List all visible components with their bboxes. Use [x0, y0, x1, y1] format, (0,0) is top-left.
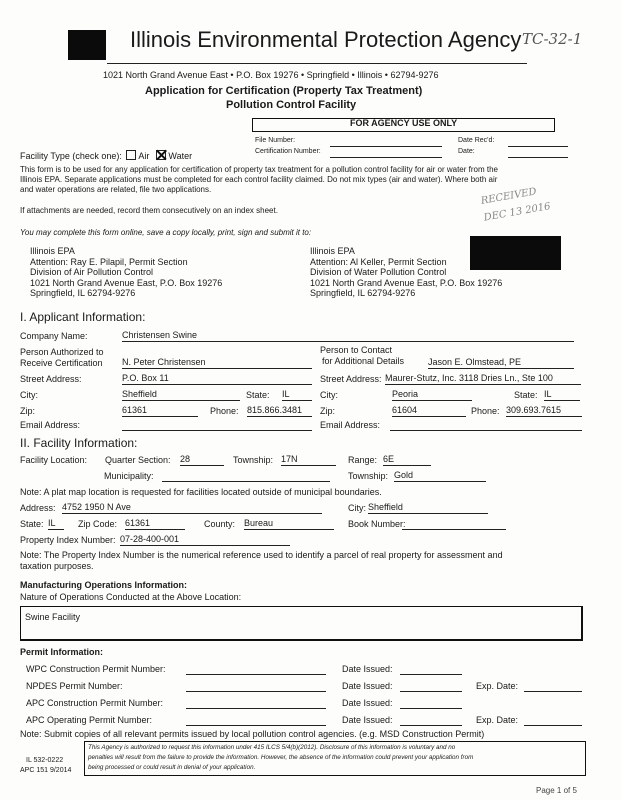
township-label: Township: [233, 455, 274, 465]
book-number-label: Book Number: [348, 519, 406, 529]
date-recd-label: Date Rec'd: [458, 137, 495, 144]
nature-value: Swine Facility [25, 612, 81, 622]
pin-field[interactable]: 07-28-400-001 [120, 533, 290, 546]
air-address-line: Division of Air Pollution Control [30, 267, 154, 277]
wpc-field[interactable] [186, 674, 326, 675]
water-address-line: Attention: Al Keller, Permit Section [310, 256, 447, 267]
street-field[interactable]: P.O. Box 11 [122, 372, 312, 385]
date-label: Date: [458, 148, 475, 155]
contact-city-field[interactable]: Peoria [392, 388, 472, 401]
contact-field[interactable]: Jason E. Olmstead, PE [428, 356, 574, 369]
apc-operating-exp-field[interactable] [524, 725, 582, 726]
handwritten-code: TC-32-1 [522, 30, 583, 48]
phone-label: Phone: [210, 406, 239, 416]
email-label: Email Address: [20, 420, 81, 430]
header-rule [107, 63, 527, 64]
file-number-line[interactable] [330, 146, 442, 147]
range-field[interactable]: 6E [383, 453, 431, 466]
apc-construction-date-label: Date Issued: [342, 698, 393, 708]
water-address-line: Springfield, IL 62794-9276 [310, 288, 416, 298]
apc-operating-field[interactable] [186, 725, 326, 726]
instructions-line-3: and water operations are related, file two applications. [20, 185, 212, 194]
facility-address-field[interactable]: 4752 1950 N Ave [62, 501, 322, 514]
npdes-date-field[interactable] [400, 691, 462, 692]
contact-label-1: Person to Contact [320, 345, 393, 355]
facility-type-label: Facility Type (check one): [20, 151, 122, 161]
stamp-line-1: RECEIVED [480, 186, 538, 207]
agency-use-title: FOR AGENCY USE ONLY [350, 118, 458, 128]
file-number-label: File Number: [255, 137, 296, 144]
facility-zip-field[interactable]: 61361 [125, 517, 185, 530]
permit-note: Note: Submit copies of all relevant permits issued by local pollution control agencies. (e.g. MSD Construction Permit) [20, 729, 485, 739]
page-number: Page 1 of 5 [536, 786, 577, 795]
date-line[interactable] [508, 157, 568, 158]
apc-construction-date-field[interactable] [400, 708, 462, 709]
state-field[interactable]: IL [282, 388, 312, 401]
air-checkbox[interactable] [126, 150, 136, 160]
facility-address-label: Address: [20, 503, 56, 513]
submit-instructions: You may complete this form online, save a copy locally, print, sign and submit it to: [20, 228, 312, 237]
pin-note-line-1: Note: The Property Index Number is the numerical reference used to identify a parcel of real property for assessment and [20, 550, 503, 560]
quarter-field[interactable]: 28 [180, 453, 224, 466]
water-address-line: 1021 North Grand Avenue East, P.O. Box 19276 [310, 277, 503, 288]
city-label: City: [20, 390, 38, 400]
zip-label: Zip: [20, 406, 36, 416]
township-field[interactable]: 17N [281, 453, 336, 466]
npdes-label: NPDES Permit Number: [26, 681, 123, 691]
contact-state-field[interactable]: IL [544, 388, 580, 401]
zip-field[interactable]: 61361 [122, 404, 198, 417]
received-stamp [480, 184, 551, 223]
pin-note-line-2: taxation purposes. [20, 561, 94, 571]
facility-city-label: City: [348, 503, 366, 513]
water-checkbox[interactable] [156, 150, 166, 160]
township-name-field[interactable]: Gold [394, 469, 486, 482]
facility-city-field[interactable]: Sheffield [368, 501, 488, 514]
contact-phone-field[interactable]: 309.693.7615 [506, 404, 582, 417]
apc-operating-date-label: Date Issued: [342, 715, 393, 725]
company-label: Company Name: [20, 331, 88, 341]
certification-number-label: Certification Number: [255, 148, 321, 155]
instructions-line-2: Illinois EPA. Separate applications must be completed for each control facility claimed. Do not mix types (air and water). Where both air [20, 175, 498, 184]
form-title: Application for Certification (Property Tax Treatment) [145, 85, 423, 97]
disclaimer-line-1: This Agency is authorized to request this information under 415 ILCS 5/4(b)(2012). Disclosure of this information is voluntary and no [88, 744, 456, 751]
wpc-date-label: Date Issued: [342, 664, 393, 674]
form-subtitle: Pollution Control Facility [226, 99, 357, 111]
facility-section-title: II. Facility Information: [20, 436, 138, 450]
contact-label-2: for Additional Details [322, 356, 405, 366]
nature-label: Nature of Operations Conducted at the Above Location: [20, 592, 242, 602]
contact-city-label: City: [320, 390, 338, 400]
water-address-line: Illinois EPA [310, 246, 355, 256]
facility-state-field[interactable]: IL [48, 517, 64, 530]
disclaimer-line-3: being processed or could result in denial of your application. [88, 764, 256, 771]
apc-operating-label: APC Operating Permit Number: [26, 715, 153, 725]
redacted-logo [68, 30, 106, 60]
apc-operating-date-field[interactable] [400, 725, 462, 726]
manufacturing-title: Manufacturing Operations Information: [20, 580, 188, 590]
contact-street-field[interactable]: Maurer-Stutz, Inc. 3118 Dries Ln., Ste 100 [385, 372, 581, 385]
air-label: Air [138, 151, 150, 161]
water-address-line: Division of Water Pollution Control [310, 267, 447, 277]
water-address-block [310, 246, 502, 299]
npdes-exp-label: Exp. Date: [476, 681, 519, 691]
facility-type-row [20, 150, 192, 161]
book-number-field[interactable] [402, 517, 506, 530]
air-address-line: Attention: Ray E. Pilapil, Permit Section [30, 256, 188, 267]
state-label: State: [246, 390, 270, 400]
stamp-line-2: DEC 13 2016 [483, 201, 552, 224]
contact-street-label: Street Address: [320, 374, 382, 384]
attachments-note: If attachments are needed, record them consecutively on an index sheet. [20, 206, 278, 215]
plat-map-note: Note: A plat map location is requested for facilities located outside of municipal boundaries. [20, 487, 382, 497]
apc-operating-exp-label: Exp. Date: [476, 715, 519, 725]
municipality-field[interactable] [162, 469, 330, 482]
air-address-line: Illinois EPA [30, 246, 75, 256]
permit-info-title: Permit Information: [20, 647, 104, 657]
person-auth-field[interactable]: N. Peter Christensen [122, 356, 312, 369]
form-code-2: APC 151 9/2014 [20, 767, 72, 774]
nature-field[interactable] [20, 606, 583, 641]
facility-location-label: Facility Location: [20, 455, 88, 465]
certification-number-line[interactable] [330, 157, 442, 158]
pin-label: Property Index Number: [20, 535, 116, 545]
wpc-date-field[interactable] [400, 674, 462, 675]
npdes-exp-field[interactable] [524, 691, 582, 692]
water-label: Water [168, 151, 193, 161]
disclaimer-line-2: penalties will result from the failure to provide the information. However, the absence of the information could prevent your application from [88, 754, 474, 761]
municipality-label: Municipality: [104, 471, 154, 481]
facility-state-label: State: [20, 519, 44, 529]
company-field[interactable]: Christensen Swine [122, 329, 574, 342]
contact-state-label: State: [514, 390, 538, 400]
wpc-label: WPC Construction Permit Number: [26, 664, 166, 674]
npdes-date-label: Date Issued: [342, 681, 393, 691]
facility-zip-label: Zip Code: [78, 519, 118, 529]
agency-title: Illinois Environmental Protection Agency [130, 27, 522, 52]
date-recd-line[interactable] [508, 146, 568, 147]
street-label: Street Address: [20, 374, 82, 384]
instructions-line-1: This form is to be used for any application for certification of property tax treatment for a pollution control facility for air or water from the [20, 165, 498, 174]
county-label: County: [204, 519, 236, 529]
contact-phone-label: Phone: [471, 406, 500, 416]
air-address-block [30, 246, 222, 299]
person-auth-label-1: Person Authorized to [20, 347, 104, 357]
range-label: Range: [348, 455, 378, 465]
apc-construction-field[interactable] [186, 708, 326, 709]
county-field[interactable]: Bureau [244, 517, 334, 530]
phone-field[interactable]: 815.866.3481 [247, 404, 312, 417]
township-name-label: Township: [348, 471, 389, 481]
agency-address: 1021 North Grand Avenue East • P.O. Box 19276 • Springfield • Illinois • 62794-9276 [103, 70, 439, 80]
city-field[interactable]: Sheffield [122, 388, 240, 401]
person-auth-label-2: Receive Certification [20, 358, 103, 368]
contact-email-field[interactable] [390, 418, 582, 431]
form-code-1: IL 532-0222 [26, 757, 64, 764]
npdes-field[interactable] [186, 691, 326, 692]
email-field[interactable] [122, 418, 312, 431]
contact-zip-field[interactable]: 61604 [392, 404, 466, 417]
contact-email-label: Email Address: [320, 420, 381, 430]
apc-construction-label: APC Construction Permit Number: [26, 698, 164, 708]
air-address-line: 1021 North Grand Avenue East, P.O. Box 19276 [30, 277, 223, 288]
contact-zip-label: Zip: [320, 406, 336, 416]
applicant-section-title: I. Applicant Information: [20, 310, 146, 324]
air-address-line: Springfield, IL 62794-9276 [30, 288, 136, 298]
quarter-label: Quarter Section: [105, 455, 171, 465]
